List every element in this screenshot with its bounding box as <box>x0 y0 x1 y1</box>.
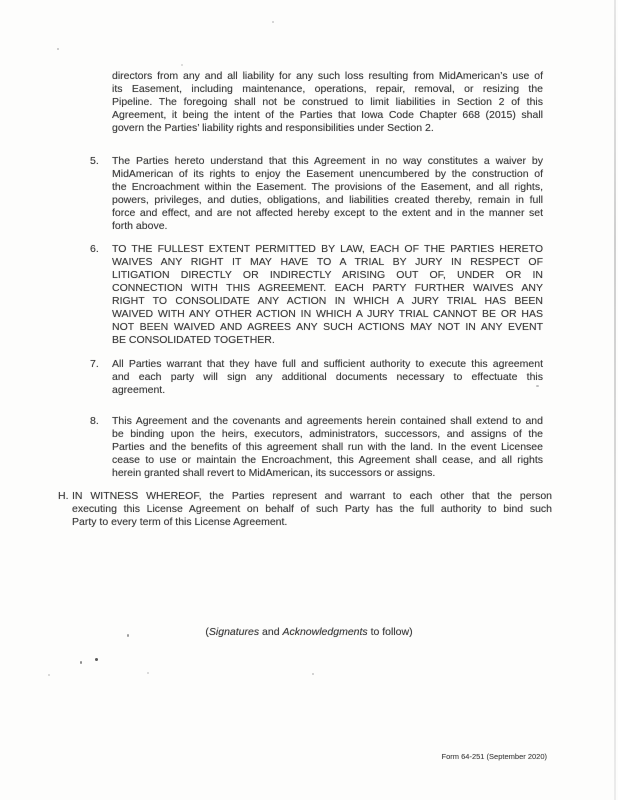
italic-text: Acknowledgments <box>282 626 368 638</box>
text-line: Pipeline. The foregoing shall not be construed to limit liabilities in Section 2 of this <box>112 96 543 108</box>
text-line: WAIVED WITH ANY OTHER ACTION IN WHICH A JURY TRIAL CANNOT BE OR HAS <box>112 308 543 320</box>
witness-clause <box>58 490 552 529</box>
text-line: Agreement, it being the intent of the Parties that Iowa Code Chapter 668 (2015) shall <box>112 109 543 121</box>
scan-speck <box>95 658 98 661</box>
plain-text: to follow) <box>367 626 413 638</box>
text-line: The Parties hereto understand that this Agreement in no way constitutes a waiver by <box>112 155 543 167</box>
italic-text: Signatures <box>208 626 260 638</box>
text-line: NOT BEEN WAIVED AND AGREES ANY SUCH ACTIONS MAY NOT IN ANY EVENT <box>112 321 543 333</box>
scan-speck <box>181 64 183 66</box>
text-line: Parties and the benefits of this agreement shall run with the land. In the event Licensee <box>112 441 543 453</box>
list-number: 6. <box>90 243 99 255</box>
list-item-8 <box>90 415 543 480</box>
paragraph-continuation <box>112 70 543 135</box>
list-number: 8. <box>90 415 99 427</box>
text-line: force and effect, and are not affected hereby except to the extent and in the manner set <box>112 207 543 219</box>
text-line: the Encroachment within the Easement. The provisions of the Easement, and all rights, <box>112 181 543 193</box>
text-line: MidAmerican of its rights to enjoy the Easement unencumbered by the construction of <box>112 168 543 180</box>
plain-text: ( <box>205 626 209 638</box>
text-line: This Agreement and the covenants and agreements herein contained shall extend to and <box>112 415 543 427</box>
scan-speck <box>312 673 314 675</box>
list-item-7 <box>90 358 543 397</box>
text-line: agreement. <box>112 384 166 396</box>
text-line: executing this License Agreement on behalf of such Party has the full authority to bind such <box>72 503 552 515</box>
text-line: TO THE FULLEST EXTENT PERMITTED BY LAW, EACH OF THE PARTIES HERETO <box>112 243 543 255</box>
text-line: govern the Parties’ liability rights and responsibilities under Section 2. <box>112 122 434 134</box>
list-item-text <box>112 415 543 480</box>
text-line: IN WITNESS WHEREOF, the Parties represent and warrant to each other that the person <box>72 490 552 502</box>
text-line: directors from any and all liability for any such loss resulting from MidAmerican’s use of <box>112 70 543 82</box>
form-number-footer: Form 64-251 (September 2020) <box>441 752 547 761</box>
text-line: All Parties warrant that they have full and sufficient authority to execute this agreement <box>112 358 543 370</box>
text-line: RIGHT TO CONSOLIDATE ANY ACTION IN WHICH A JURY TRIAL HAS BEEN <box>112 295 543 307</box>
list-item-text <box>112 155 543 233</box>
scan-speck <box>48 674 50 676</box>
list-number: 7. <box>90 358 99 370</box>
list-item-text <box>112 243 543 347</box>
scan-speck <box>57 48 59 50</box>
list-item-text <box>112 358 543 397</box>
scan-edge-line <box>614 0 616 800</box>
witness-clause-text <box>72 490 552 529</box>
text-line: its Easement, including maintenance, operations, repair, removal, or resizing the <box>112 83 543 95</box>
list-item-5 <box>90 155 543 233</box>
list-number: 5. <box>90 155 99 167</box>
list-item-6 <box>90 243 543 347</box>
scan-speck <box>272 21 274 23</box>
text-line: Party to every term of this License Agreement. <box>72 516 288 528</box>
scan-speck <box>127 634 129 637</box>
scan-speck <box>80 661 82 664</box>
text-line: be binding upon the heirs, executors, administrators, successors, and assigns of the <box>112 428 543 440</box>
text-line: and each party will sign any additional documents necessary to effectuate this <box>112 371 543 383</box>
text-line: BE CONSOLIDATED TOGETHER. <box>112 334 275 346</box>
text-line: powers, privileges, and duties, obligations, and liabilities created thereby, remain in full <box>112 194 543 206</box>
text-line: herein granted shall revert to MidAmerican, its successors or assigns. <box>112 467 436 479</box>
text-line: forth above. <box>112 220 168 232</box>
scan-speck <box>147 672 149 674</box>
clause-marker: H. <box>58 490 69 502</box>
text-line: WAIVES ANY RIGHT IT MAY HAVE TO A TRIAL BY JURY IN RESPECT OF <box>112 256 543 268</box>
scan-speck <box>536 385 539 387</box>
plain-text: and <box>259 626 283 638</box>
text-line: cease to use or maintain the Encroachment, this Agreement shall cease, and all rights <box>112 454 543 466</box>
signatures-note <box>0 626 618 639</box>
text-line: CONNECTION WITH THIS AGREEMENT. EACH PARTY FURTHER WAIVES ANY <box>112 282 543 294</box>
text-line: LITIGATION DIRECTLY OR INDIRECTLY ARISING OUT OF, UNDER OR IN <box>112 269 543 281</box>
